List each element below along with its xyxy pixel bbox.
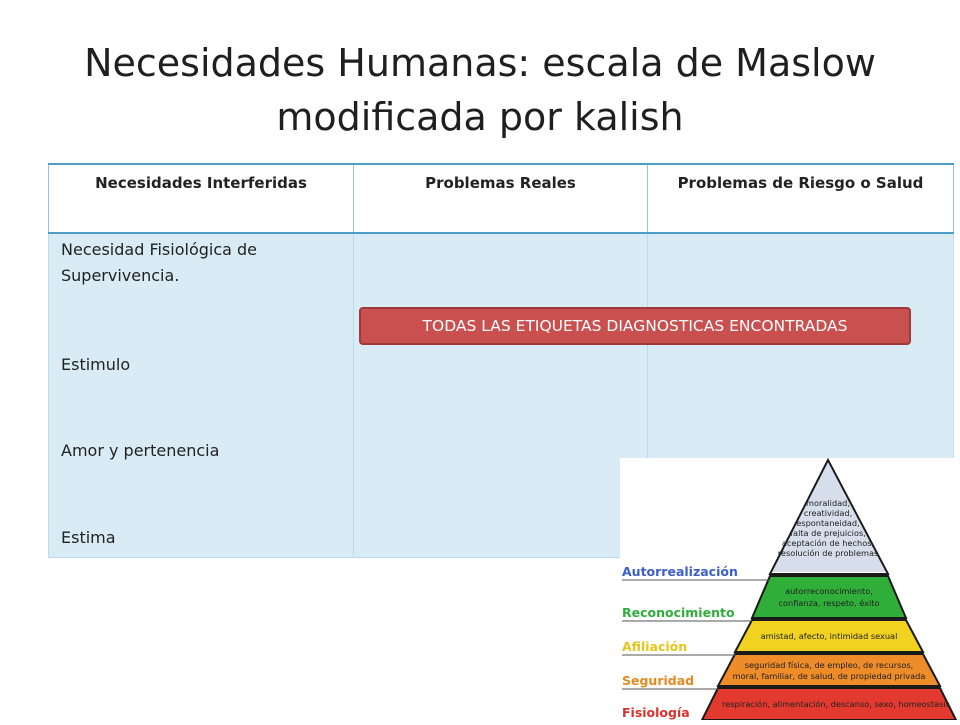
desc-afiliacion-0: amistad, afecto, intimidad sexual: [760, 631, 898, 641]
need-fisiologica: Necesidad Fisiológica de Supervivencia.: [61, 240, 258, 285]
need-estimulo: Estimulo: [61, 355, 131, 374]
desc-autorrealizacion-0: moralidad,: [806, 498, 850, 508]
desc-autorrealizacion-1: creatividad,: [803, 508, 853, 518]
slide-title: Necesidades Humanas: escala de Maslow modificada por kalish: [84, 41, 876, 139]
label-seguridad: Seguridad: [622, 673, 695, 688]
label-fisiologia: Fisiología: [622, 705, 690, 720]
pyramid-level-seguridad: [718, 654, 940, 686]
desc-seguridad-0: seguridad física, de empleo, de recursos,: [744, 660, 914, 670]
label-autorrealizacion: Autorrealización: [622, 564, 738, 579]
need-amor-pertenencia: Amor y pertenencia: [61, 441, 220, 460]
desc-autorrealizacion-3: falta de prejuicios,: [790, 528, 866, 538]
cell-problemas-reales: [354, 233, 648, 558]
label-afiliacion: Afiliación: [622, 639, 688, 654]
desc-seguridad-1: moral, familiar, de salud, de propiedad privada: [732, 671, 926, 681]
label-reconocimiento: Reconocimiento: [622, 605, 735, 620]
table-header-row: [49, 164, 954, 233]
maslow-pyramid-image: [620, 458, 960, 720]
diagnostic-labels-banner[interactable]: TODAS LAS ETIQUETAS DIAGNOSTICAS ENCONTRADAS: [359, 307, 911, 345]
desc-autorrealizacion-5: resolución de problemas: [777, 548, 879, 558]
header-necesidades-interferidas: Necesidades Interferidas: [49, 164, 354, 233]
desc-autorrealizacion-2: espontaneidad,: [796, 518, 860, 528]
pyramid-level-reconocimiento: [752, 576, 906, 618]
header-problemas-reales: Problemas Reales: [354, 164, 648, 233]
desc-autorrealizacion-4: aceptación de hechos,: [781, 538, 875, 548]
header-problemas-riesgo: Problemas de Riesgo o Salud: [648, 164, 954, 233]
desc-reconocimiento-1: confianza, respeto, éxito: [778, 598, 880, 608]
desc-fisiologia-0: respiración, alimentación, descanso, sexo, homeostasis: [722, 699, 950, 709]
need-estima: Estima: [61, 528, 116, 547]
desc-reconocimiento-0: autorreconocimiento,: [785, 586, 873, 596]
